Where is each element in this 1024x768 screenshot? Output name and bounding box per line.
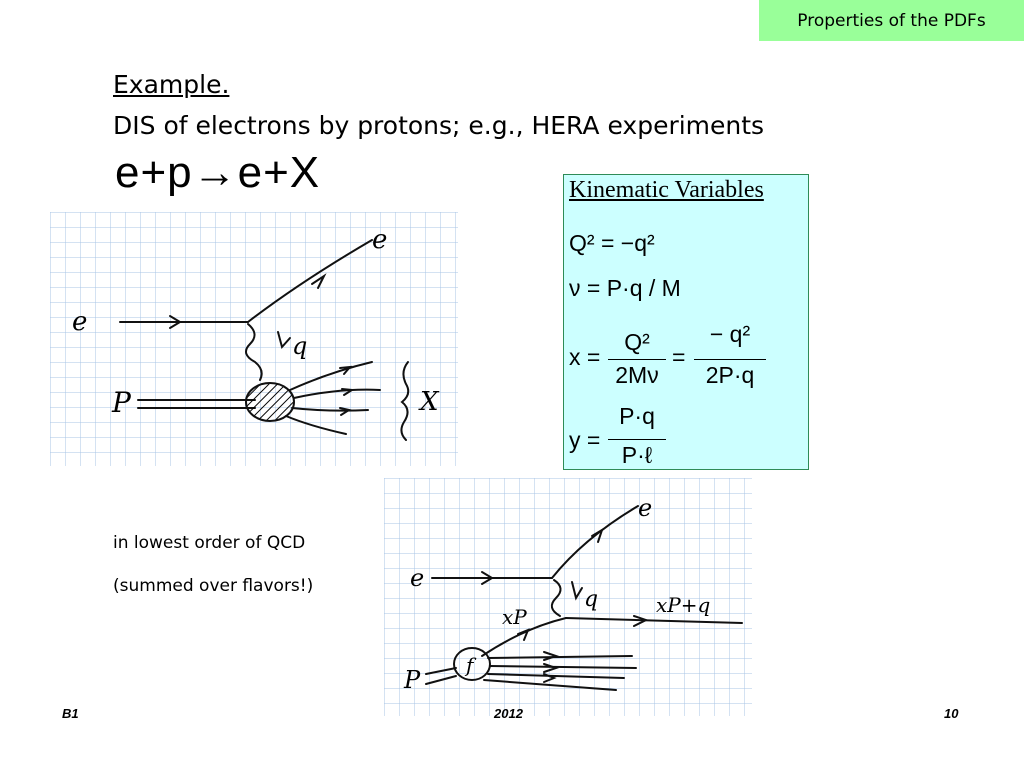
parton-diagram-sketch <box>384 478 752 716</box>
kinematic-variables-box <box>563 174 809 470</box>
dis-diagram-sketch <box>50 212 458 466</box>
nu-equation: ν = P·q / M <box>569 275 681 301</box>
x-fraction1-numerator: Q² <box>624 329 650 355</box>
example-heading: Example. <box>113 70 230 99</box>
q2-equation: Q² = −q² <box>569 230 655 256</box>
y-fraction-bar <box>608 439 666 440</box>
y-fraction-denominator: P·ℓ <box>621 442 653 468</box>
diagram1-x-label: X <box>420 387 439 417</box>
diagram1-p-label: P <box>112 386 131 419</box>
x-equation-label: x = <box>569 344 601 370</box>
x-fraction2-denominator: 2P·q <box>705 362 755 388</box>
note-lowest-order: in lowest order of QCD <box>113 533 306 553</box>
diagram2-xpq-label: xP+q <box>656 593 711 617</box>
diagram2-p-label: P <box>404 666 421 694</box>
section-tag: Properties of the PDFs <box>759 0 1024 41</box>
x-fraction2-bar <box>694 359 766 360</box>
x-equals-sign: = <box>672 344 686 370</box>
diagram2-xp-label: xP <box>502 605 527 629</box>
note-summed-flavors: (summed over flavors!) <box>113 576 314 596</box>
y-fraction-numerator: P·q <box>619 403 655 429</box>
reaction-equation: e+p→e+X <box>115 148 321 197</box>
x-fraction2-numerator: − q² <box>709 321 751 347</box>
x-fraction1-denominator: 2Mν <box>615 362 659 388</box>
diagram2-f-label: f <box>466 653 474 677</box>
diagram1-e-in-label: e <box>72 307 88 337</box>
y-equation-label: y = <box>569 427 601 453</box>
diagram2-e-out-label: e <box>638 494 653 522</box>
diagram2-q-label: q <box>584 587 599 612</box>
footer-page-number: 10 <box>944 706 959 721</box>
footer-center: 2012 <box>494 706 523 721</box>
kinematic-variables-title: Kinematic Variables <box>569 177 764 203</box>
diagram1-q-label: q <box>292 332 308 360</box>
x-fraction1-bar <box>608 359 666 360</box>
diagram2-e-in-label: e <box>410 564 425 592</box>
footer-left: B1 <box>62 706 79 721</box>
diagram1-e-out-label: e <box>372 225 388 255</box>
slide-subtitle: DIS of electrons by protons; e.g., HERA experiments <box>113 111 765 140</box>
